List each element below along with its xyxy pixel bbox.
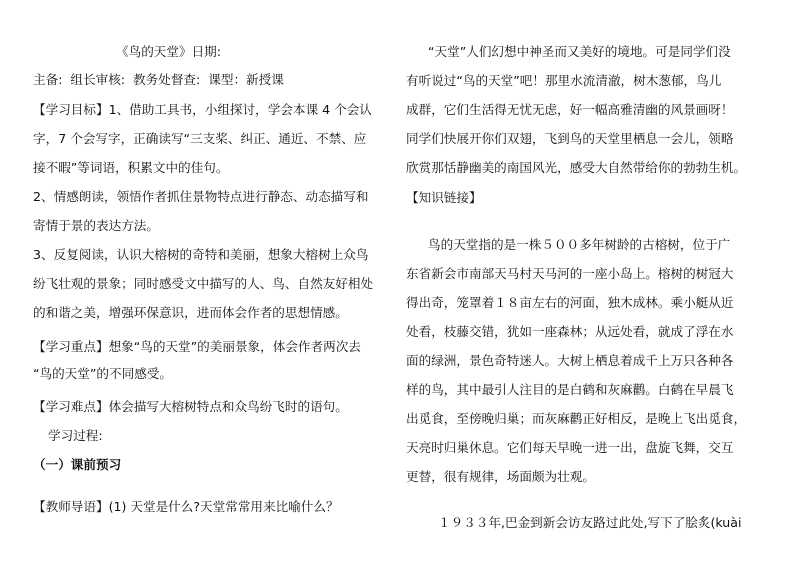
knowledge-line-9: 更替，很有规律，场面颇为壮观。	[406, 469, 595, 484]
knowledge-line-1: 鸟的天堂指的是一株５００多年树龄的古榕树，位于广	[428, 237, 731, 252]
intro-line-2: 有听说过“鸟的天堂”吧！那里水流清澈，树木葱郁，鸟儿	[406, 73, 722, 88]
knowledge-line-2: 东省新会市南部天马村天马河的一座小岛上。榕树的树冠大	[406, 266, 734, 281]
intro-line-1: “天堂”人们幻想中神圣而又美好的境地。可是同学们没	[428, 44, 731, 59]
intro-line-5: 欣赏那恬静幽美的南国风光，感受大自然带给你的勃勃生机。	[406, 160, 747, 175]
document-title: 《鸟的天堂》日期:	[116, 44, 221, 59]
teacher-guide-line: 【教师导语】(1) 天堂是什么?天堂常常用来比喻什么？	[33, 499, 339, 514]
knowledge-line-7: 出觅食，至傍晚归巢；而灰麻鹳正好相反，是晚上飞出觅食，	[406, 411, 747, 426]
knowledge-link-heading: 【知识链接】	[406, 190, 482, 205]
intro-line-3: 成群，它们生活得无忧无虑，好一幅高雅清幽的风景画呀！	[406, 102, 734, 117]
staff-line: 主备: 组长审核: 教务处督查: 课型：新授课	[33, 72, 284, 87]
knowledge-line-3: 得出奇，笼罩着１８亩左右的河面，独木成林。乘小艇从近	[406, 295, 734, 310]
goal-line-7: 纷飞壮观的景象；同时感受文中描写的人、鸟、自然友好相处	[33, 276, 374, 291]
key-point-line-1: 【学习重点】想象“鸟的天堂”的美丽景象，体会作者两次去	[33, 339, 361, 354]
knowledge-line-6: 样的鸟，其中最引人注目的是白鹤和灰麻鹳。白鹤在早晨飞	[406, 382, 734, 397]
goal-line-6: 3、反复阅读，认识大榕树的奇特和美丽，想象大榕树上众鸟	[33, 247, 369, 262]
goal-line-8: 的和谐之美，增强环保意识，进而体会作者的思想情感。	[33, 305, 348, 320]
goal-line-1: 【学习目标】1、借助工具书，小组探讨，学会本课 4 个会认	[33, 102, 372, 117]
key-point-line-2: “鸟的天堂”的不同感受。	[33, 366, 172, 381]
process-label: 学习过程:	[48, 428, 103, 443]
knowledge-line-4: 处看，枝藤交错，犹如一座森林；从远处看，就成了浮在水	[406, 324, 734, 339]
intro-line-4: 同学们快展开你们双翅，飞到鸟的天堂里栖息一会儿，领略	[406, 131, 734, 146]
knowledge-line-8: 天亮时归巢休息。它们每天早晚一进一出，盘旋飞舞，交互	[406, 440, 734, 455]
goal-line-3: 接不暇”等词语，积累文中的佳句。	[33, 160, 229, 175]
section-heading-preview: （一）课前预习	[33, 457, 122, 472]
goal-line-2: 字，7 个会写字，正确读写“三支桨、纠正、通近、不禁、应	[33, 131, 367, 146]
goal-line-5: 寄情于景的表达方法。	[33, 218, 159, 233]
difficulty-line: 【学习难点】体会描写大榕树特点和众鸟纷飞时的语句。	[33, 399, 348, 414]
bajin-line: １９３３年,巴金到新会访友路过此处,写下了脍炙(kuài	[438, 515, 742, 530]
knowledge-line-5: 面的绿洲，景色奇特迷人。大树上栖息着成千上万只各种各	[406, 353, 734, 368]
goal-line-4: 2、情感朗读，领悟作者抓住景物特点进行静态、动态描写和	[33, 189, 369, 204]
